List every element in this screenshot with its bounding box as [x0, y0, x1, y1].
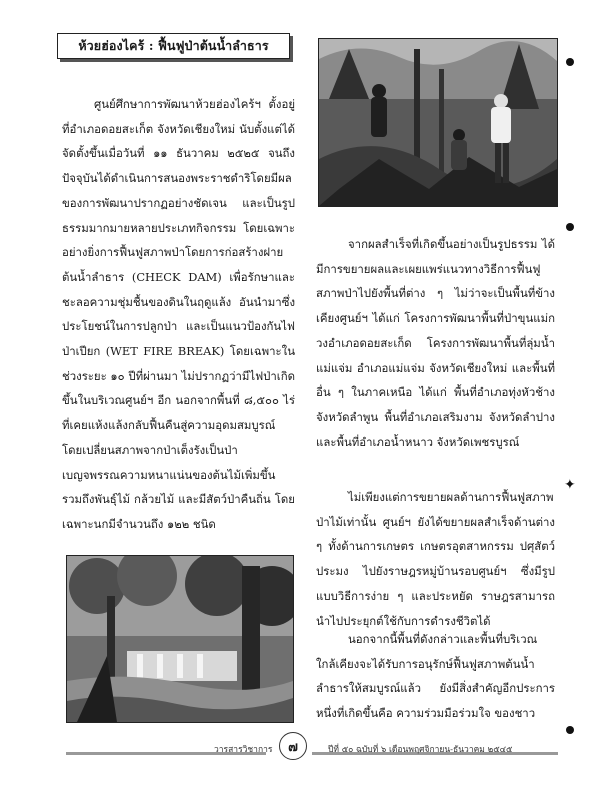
paragraph-4: นอกจากนี้พื้นที่ดังกล่าวและพื้นที่บริเวณใกล้เคียงจะได้รับการอนุรักษ์ฟื้นฟูสภาพต้นน้ำลำธารให้สมบูรณ์แล้ว ยังมีสิ่งสำคัญอีกประการหนึ่งที่เกิดขึ้นคือ ความร่วมมือร่วมใจ ของชาว — [316, 632, 555, 721]
margin-dot — [566, 223, 574, 231]
article-title: ห้วยฮ่องไคร้ : ฟื้นฟูป่าต้นน้ำลำธาร — [78, 38, 269, 53]
footer-journal-name: วารสารวิชาการ — [214, 745, 273, 755]
right-column-2 — [316, 485, 555, 633]
photo-check-dam-workers — [318, 38, 558, 207]
margin-dot — [566, 58, 574, 66]
article-title-box — [57, 33, 290, 59]
paragraph-2: จากผลสำเร็จที่เกิดขึ้นอย่างเป็นรูปธรรม ได้มีการขยายผลและเผยแพร่แนวทางวิธีการฟื้นฟูสภาพป่าไปยังพื้นที่ต่าง ๆ ไม่ว่าจะเป็นพื้นที่ข้างเคียงศูนย์ฯ ได้แก่ โครงการพัฒนาพื้นที่ป่าขุนแม่กวงอำเภอดอยสะเก็ด โครงการพัฒนาพื้นที่ลุ่มน้ำแม่แจ่ม อำเภอแม่แจ่ม จังหวัดเชียงใหม่ และพื้นที่อื่น ๆ ในภาคเหนือ ได้แก่ พื้นที่อำเภอทุ่งหัวช้าง จังหวัดลำพูน พื้นที่อำเภอเสริมงาม จังหวัดลำปาง และพื้นที่อำเภอน้ำหนาว จังหวัดเพชรบูรณ์ — [316, 237, 555, 449]
paragraph-3: ไม่เพียงแต่การขยายผลด้านการฟื้นฟูสภาพป่าไม้เท่านั้น ศูนย์ฯ ยังได้ขยายผลสำเร็จด้านต่าง ๆ ทั้งด้านการเกษตร เกษตรอุตสาหกรรม ปศุสัตว์ ประมง ไปยังราษฎรหมู่บ้านรอบศูนย์ฯ ซึ่งมีรูปแบบวิธีการง่าย ๆ และประหยัด ราษฎรสามารถนำไปประยุกต์ใช้กับการดำรงชีวิตได้ — [316, 490, 555, 628]
photo-forest-stream — [66, 555, 294, 723]
left-column — [62, 92, 295, 537]
footer-issue-info: ปีที่ ๕๐ ฉบับที่ ๖ เดือนพฤศจิกายน-ธันวาคม ๒๕๔๕ — [328, 745, 513, 755]
margin-star: ✦ — [564, 477, 576, 493]
margin-dot — [566, 726, 574, 734]
page-number: ๗ — [279, 732, 307, 760]
paragraph-1: ศูนย์ศึกษาการพัฒนาห้วยฮ่องไคร้ฯ ตั้งอยู่ที่อำเภอดอยสะเก็ต จังหวัดเชียงใหม่ นับตั้งแต่ได้จัดตั้งขึ้นเมื่อวันที่ ๑๑ ธันวาคม ๒๕๒๕ จนถึงปัจจุบันได้ดำเนินการสนองพระราชดำริโดยมีผลของการพัฒนาปรากฏอย่างชัดเจน และเป็นรูปธรรมมากมายหลายประเภทกิจกรรม โดยเฉพาะอย่างยิ่งการฟื้นฟูสภาพป่าโดยการก่อสร้างฝายต้นน้ำลำธาร (CHECK DAM) เพื่อรักษาและชะลอความชุ่มชื้นของดินในฤดูแล้ง อันนำมาซึ่งประโยชน์ในการปลูกป่า และเป็นแนวป้องกันไฟป่าเปียก (WET FIRE BREAK) โดยเฉพาะในช่วงระยะ ๑๐ ปีที่ผ่านมา ไม่ปรากฏว่ามีไฟป่าเกิดขึ้นในบริเวณศูนย์ฯ อีก นอกจากพื้นที่ ๘,๕๐๐ ไร่ ที่เคยแห้งแล้งกลับฟื้นคืนสู่ความอุดมสมบูรณ์ โดยเปลี่ยนสภาพจากป่าเต็งรังเป็นป่าเบญจพรรณความหนาแน่นของต้นไม้เพิ่มขึ้นรวมถึงพันธุ์ไม้ กล้วยไม้ และมีสัตว์ป่าคืนถิ่น โดยเฉพาะนกมีจำนวนถึง ๑๒๒ ชนิด — [62, 97, 295, 531]
right-column-3 — [316, 627, 555, 726]
right-column-1 — [316, 232, 555, 454]
